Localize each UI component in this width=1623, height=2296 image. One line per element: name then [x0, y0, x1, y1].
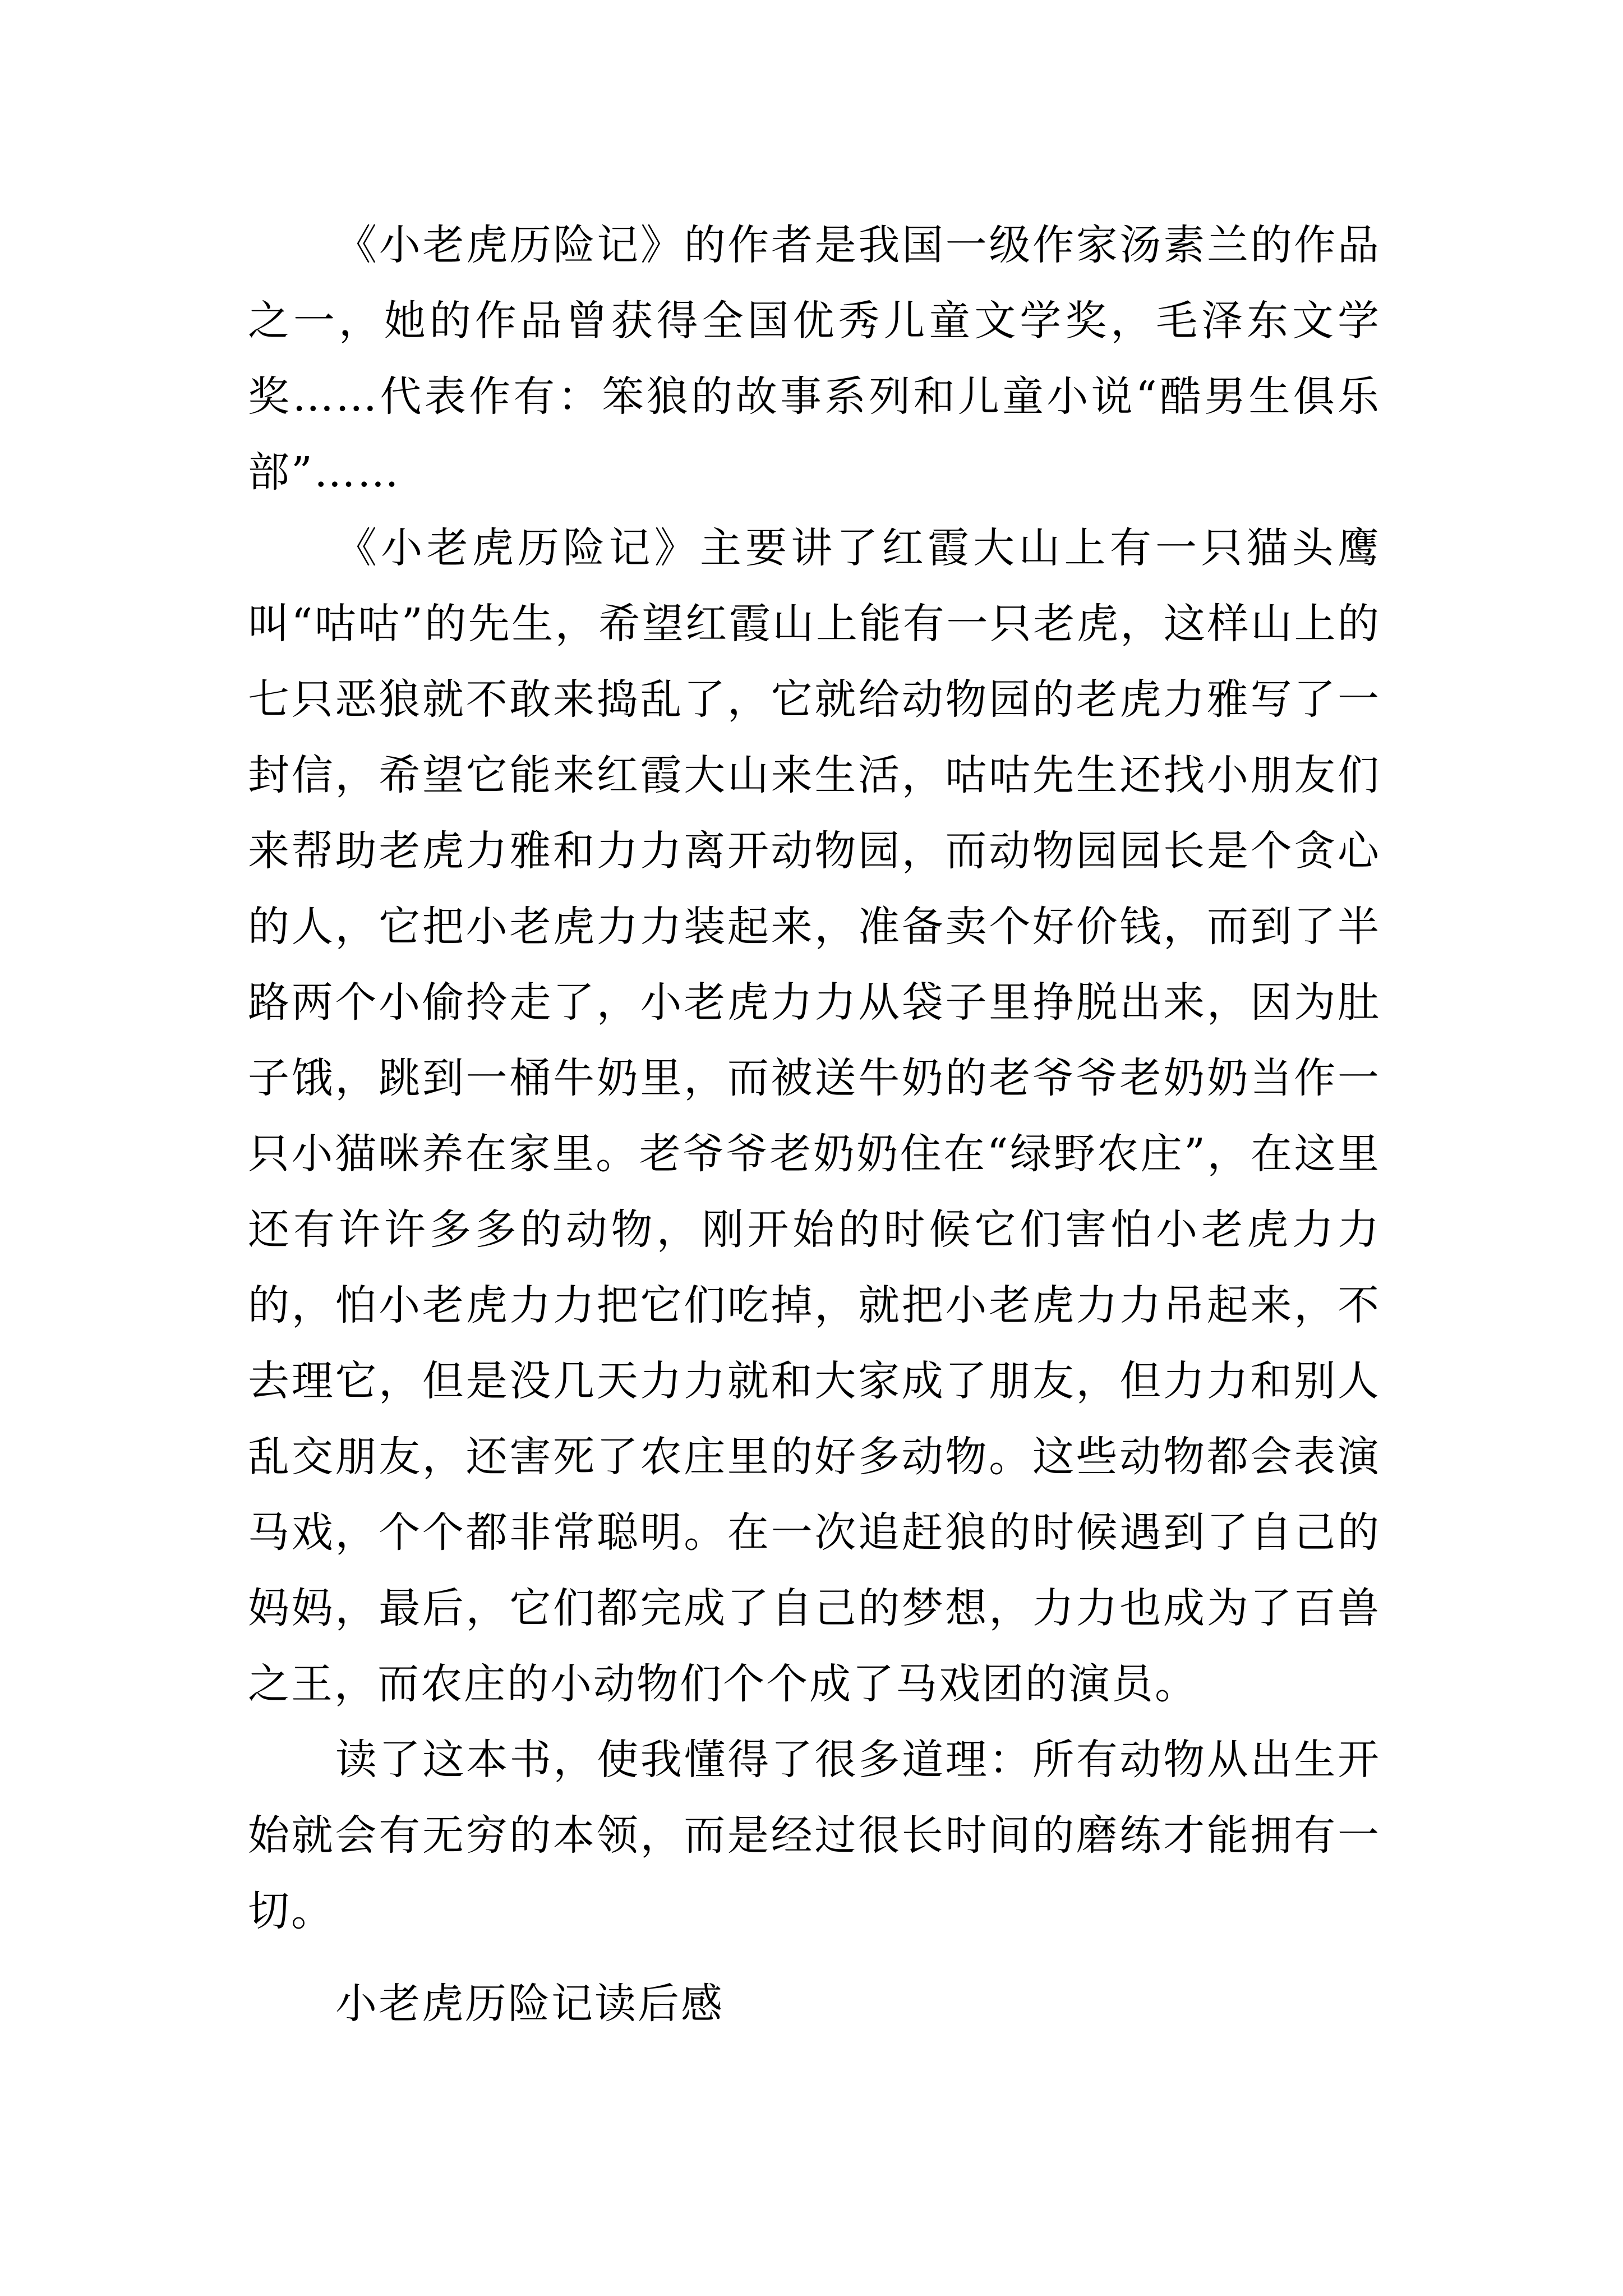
paragraph-author-intro: 《小老虎历险记》的作者是我国一级作家汤素兰的作品之一，她的作品曾获得全国优秀儿童文学奖，毛泽东文学奖……代表作有：笨狼的故事系列和儿童小说“酷男生俱乐部”……: [248, 221, 1381, 496]
paragraph-story-summary: 《小老虎历险记》主要讲了红霞大山上有一只猫头鹰叫“咕咕”的先生，希望红霞山上能有一只老虎，这样山上的七只恶狼就不敢来捣乱了，它就给动物园的老虎力雅写了一封信，希望它能来红霞大山来生活，咕咕先生还找小朋友们来帮助老虎力雅和力力离开动物园，而动物园园长是个贪心的人，它把小老虎力力装起来，准备卖个好价钱，而到了半路两个小偷拎走了，小老虎力力从袋子里挣脱出来，因为肚子饿，跳到一桶牛奶里，而被送牛奶的老爷爷老奶奶当作一只小猫咪养在家里。老爷爷老奶奶住在“绿野农庄”，在这里还有许许多多的动物，刚开始的时候它们害怕小老虎力力的，怕小老虎力力把它们吃掉，就把小老虎力力吊起来，不去理它，但是没几天力力就和大家成了朋友，但力力和别人乱交朋友，还害死了农庄里的好多动物。这些动物都会表演马戏，个个都非常聪明。在一次追赶狼的时候遇到了自己的妈妈，最后，它们都完成了自己的梦想，力力也成为了百兽之王，而农庄的小动物们个个成了马戏团的演员。: [248, 524, 1381, 1708]
closing-title: 小老虎历险记读后感: [335, 1980, 724, 2028]
document-body: [248, 208, 1381, 2042]
paragraph-reflection: 读了这本书，使我懂得了很多道理：所有动物从出生开始就会有无穷的本领，而是经过很长时间的磨练才能拥有一切。: [248, 1736, 1381, 1935]
